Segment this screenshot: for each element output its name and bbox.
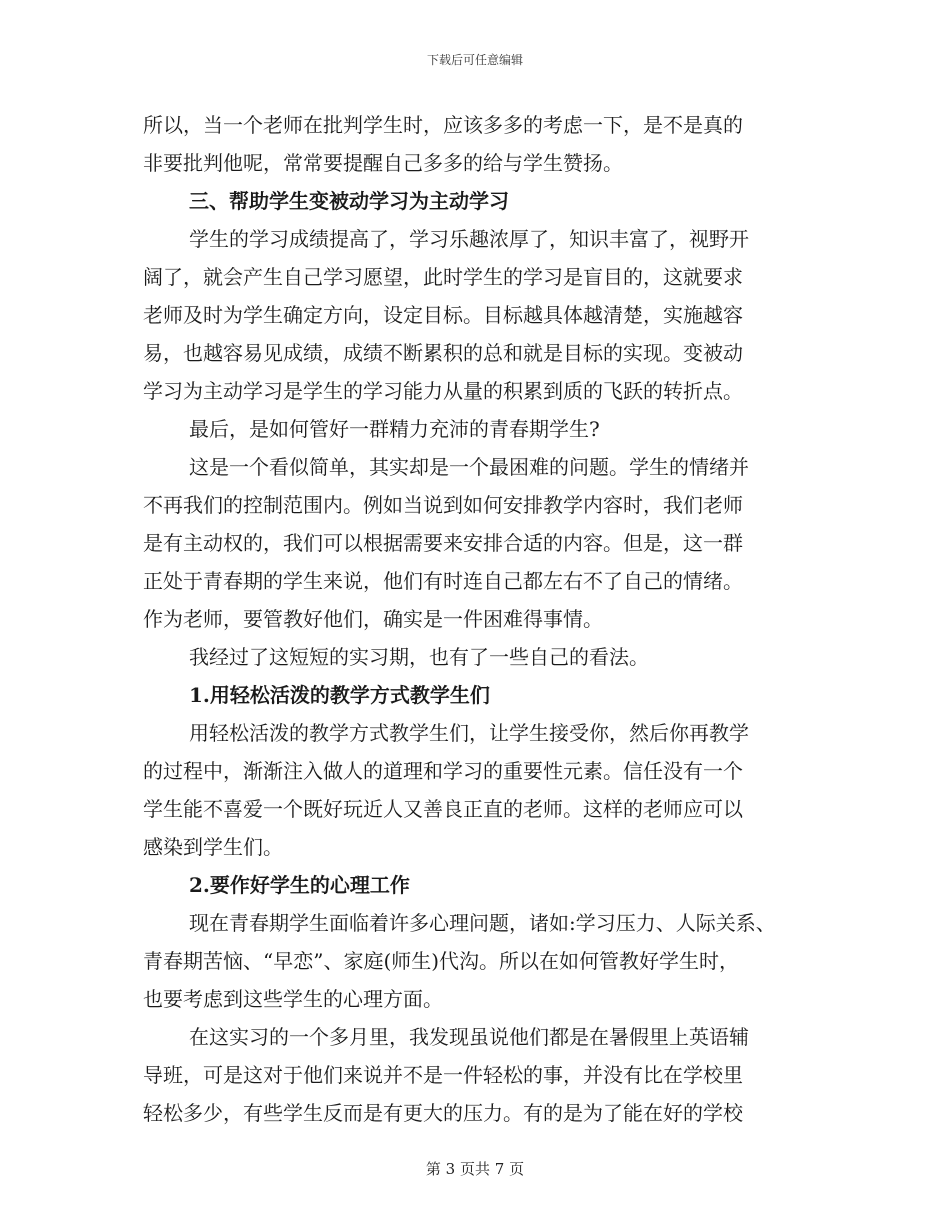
text-line: 感染到学生们。 — [143, 835, 283, 859]
page-number: 第 3 页共 7 页 — [425, 1160, 525, 1178]
text-line: 是有主动权的，我们可以根据需要来安排合适的内容。但是，这一群 — [143, 531, 743, 555]
text-line: 学生能不喜爱一个既好玩近人又善良正直的老师。这样的老师应可以 — [143, 797, 743, 821]
section-heading: 2.要作好学生的心理工作 — [189, 873, 410, 897]
section-heading: 三、帮助学生变被动学习为主动学习 — [189, 189, 509, 213]
text-line: 易，也越容易见成绩，成绩不断累积的总和就是目标的实现。变被动 — [143, 341, 743, 365]
text-line: 现在青春期学生面临着许多心理问题，诸如:学习压力、人际关系、 — [189, 911, 776, 935]
text-line: 学生的学习成绩提高了，学习乐趣浓厚了，知识丰富了，视野开 — [189, 227, 749, 251]
text-line: 作为老师，要管教好他们，确实是一件困难得事情。 — [143, 607, 603, 631]
text-line: 所以，当一个老师在批判学生时，应该多多的考虑一下，是不是真的 — [143, 113, 743, 137]
text-line: 青春期苦恼、“早恋”、家庭(师生)代沟。所以在如何管教好学生时， — [143, 949, 740, 973]
text-line: 学习为主动学习是学生的学习能力从量的积累到质的飞跃的转折点。 — [143, 379, 743, 403]
text-line: 也要考虑到这些学生的心理方面。 — [143, 987, 443, 1011]
text-line: 我经过了这短短的实习期，也有了一些自己的看法。 — [189, 645, 649, 669]
text-line: 不再我们的控制范围内。例如当说到如何安排教学内容时，我们老师 — [143, 493, 743, 517]
text-line: 阔了，就会产生自己学习愿望，此时学生的学习是盲目的，这就要求 — [143, 265, 743, 289]
text-line: 的过程中，渐渐注入做人的道理和学习的重要性元素。信任没有一个 — [143, 759, 743, 783]
page-header-note: 下载后可任意编辑 — [426, 53, 523, 67]
text-line: 这是一个看似简单，其实却是一个最困难的问题。学生的情绪并 — [189, 455, 749, 479]
text-line: 正处于青春期的学生来说，他们有时连自己都左右不了自己的情绪。 — [143, 569, 743, 593]
text-line: 老师及时为学生确定方向，设定目标。目标越具体越清楚，实施越容 — [143, 303, 743, 327]
document-body — [143, 106, 823, 1132]
text-line: 最后，是如何管好一群精力充沛的青春期学生? — [189, 417, 600, 441]
text-line: 用轻松活泼的教学方式教学生们，让学生接受你，然后你再教学 — [189, 721, 749, 745]
section-heading: 1.用轻松活泼的教学方式教学生们 — [189, 683, 490, 707]
text-line: 非要批判他呢，常常要提醒自己多多的给与学生赞扬。 — [143, 151, 623, 175]
text-line: 在这实习的一个多月里，我发现虽说他们都是在暑假里上英语辅 — [189, 1025, 749, 1049]
text-line: 轻松多少，有些学生反而是有更大的压力。有的是为了能在好的学校 — [143, 1101, 743, 1125]
text-line: 导班，可是这对于他们来说并不是一件轻松的事，并没有比在学校里 — [143, 1063, 743, 1087]
